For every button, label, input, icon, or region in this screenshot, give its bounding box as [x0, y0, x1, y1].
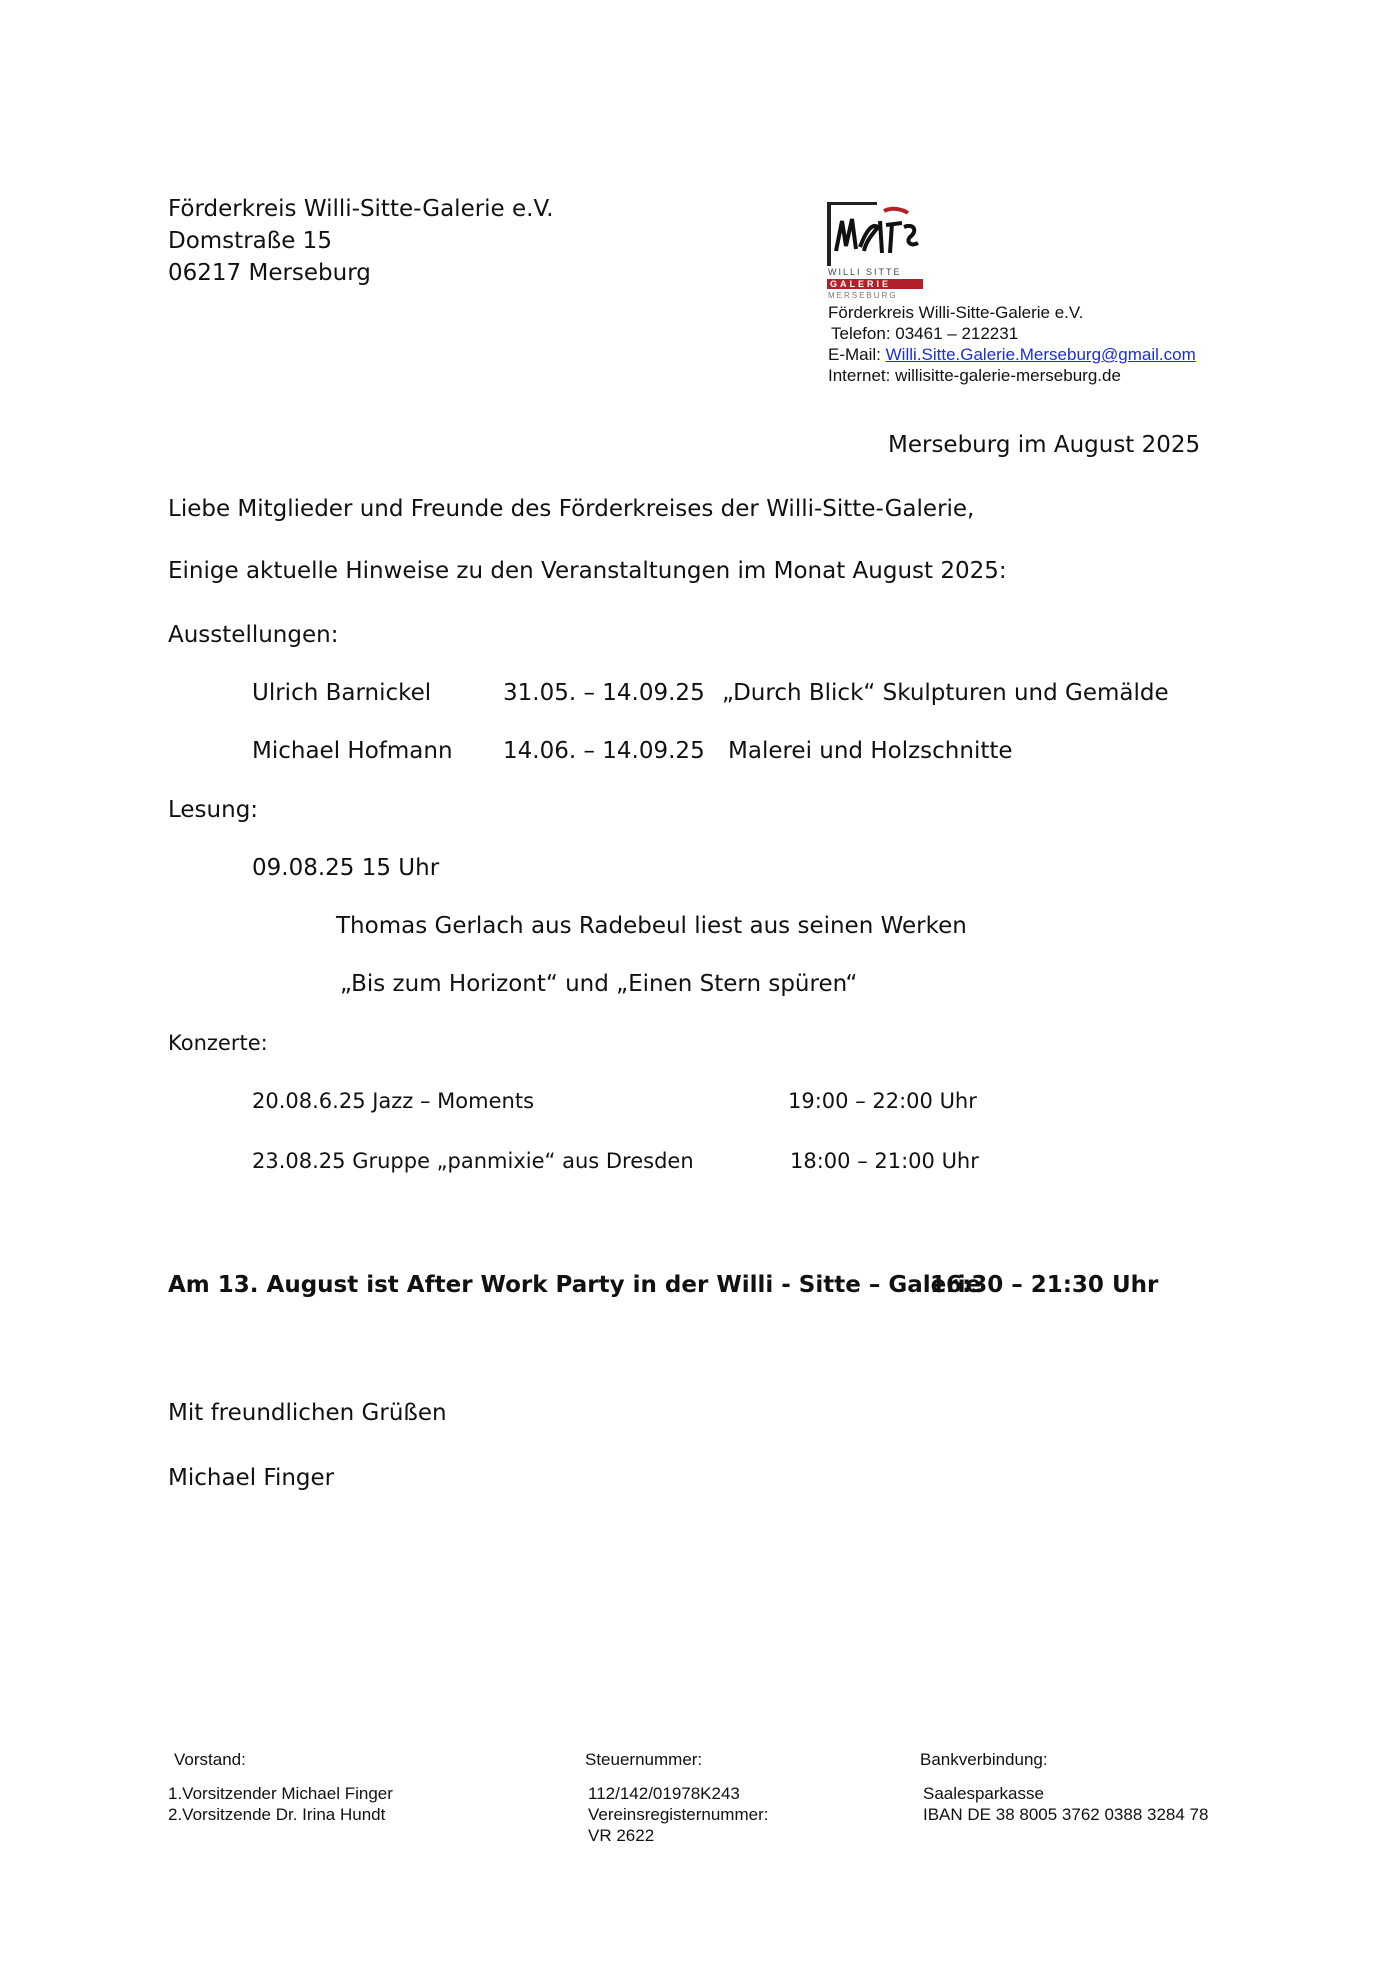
logo-email-line [828, 344, 1196, 365]
closing: Mit freundlichen Grüßen [168, 1400, 447, 1426]
reading-heading: Lesung: [168, 797, 259, 823]
logo-email-label: E-Mail: [828, 345, 886, 364]
concert-event: 23.08.25 Gruppe „panmixie“ aus Dresden [252, 1149, 694, 1173]
svg-text:MERSEBURG: MERSEBURG [828, 291, 898, 299]
footer-bank [920, 1749, 1208, 1825]
footer-bank-iban: IBAN DE 38 8005 3762 0388 3284 78 [923, 1805, 1209, 1824]
willi-sitte-galerie-logo [826, 201, 924, 299]
exhibition-dates: 14.06. – 14.09.25 [503, 738, 705, 764]
logo-icon [826, 201, 924, 299]
exhibition-title: Malerei und Holzschnitte [728, 738, 1013, 764]
logo-internet: Internet: willisitte-galerie-merseburg.de [828, 366, 1121, 385]
svg-text:GALERIE: GALERIE [830, 279, 892, 289]
exhibition-dates: 31.05. – 14.09.25 [503, 680, 705, 706]
logo-email-link[interactable]: Willi.Sitte.Galerie.Merseburg@gmail.com [885, 345, 1196, 364]
footer-tax-heading: Steuernummer: [585, 1750, 703, 1769]
party-announcement: Am 13. August ist After Work Party in der Willi - Sitte – Galerie [168, 1272, 982, 1298]
concert-event: 20.08.6.25 Jazz – Moments [252, 1089, 535, 1113]
footer-tax [585, 1749, 768, 1846]
sender-name: Förderkreis Willi-Sitte-Galerie e.V. [168, 196, 554, 222]
concert-time: 18:00 – 21:00 Uhr [790, 1149, 979, 1173]
intro-text: Einige aktuelle Hinweise zu den Veranstaltungen im Monat August 2025: [168, 558, 1007, 584]
reading-description: Thomas Gerlach aus Radebeul liest aus seinen Werken [336, 913, 967, 939]
footer-register-number: VR 2622 [588, 1826, 655, 1845]
footer-board-chair: 1.Vorsitzender Michael Finger [168, 1784, 393, 1803]
exhibition-artist: Michael Hofmann [252, 738, 453, 764]
sender-city: 06217 Merseburg [168, 260, 371, 286]
footer-bank-heading: Bankverbindung: [920, 1750, 1048, 1769]
footer-register-label: Vereinsregisternummer: [588, 1805, 769, 1824]
exhibitions-heading: Ausstellungen: [168, 622, 339, 648]
reading-works: „Bis zum Horizont“ und „Einen Stern spüren“ [340, 971, 858, 997]
footer-board-vice-chair: 2.Vorsitzende Dr. Irina Hundt [168, 1805, 386, 1824]
party-time: 16:30 – 21:30 Uhr [930, 1272, 1159, 1298]
svg-text:WILLI SITTE: WILLI SITTE [828, 267, 902, 277]
concerts-heading: Konzerte: [168, 1031, 268, 1055]
sender-address [168, 193, 554, 289]
greeting: Liebe Mitglieder und Freunde des Förderkreises der Willi-Sitte-Galerie, [168, 496, 975, 522]
sender-street: Domstraße 15 [168, 228, 332, 254]
exhibition-title: „Durch Blick“ Skulpturen und Gemälde [722, 680, 1169, 706]
date-line: Merseburg im August 2025 [888, 432, 1201, 458]
logo-contact-block [828, 302, 1196, 386]
signature: Michael Finger [168, 1465, 335, 1491]
reading-datetime: 09.08.25 15 Uhr [252, 855, 440, 881]
concert-time: 19:00 – 22:00 Uhr [788, 1089, 977, 1113]
logo-org-name: Förderkreis Willi-Sitte-Galerie e.V. [828, 303, 1084, 322]
logo-phone: Telefon: 03461 – 212231 [831, 324, 1019, 343]
footer-tax-number: 112/142/01978K243 [588, 1784, 740, 1803]
footer-board [168, 1749, 393, 1825]
footer-board-heading: Vorstand: [174, 1750, 246, 1769]
footer-bank-name: Saalesparkasse [923, 1784, 1044, 1803]
exhibition-artist: Ulrich Barnickel [252, 680, 432, 706]
